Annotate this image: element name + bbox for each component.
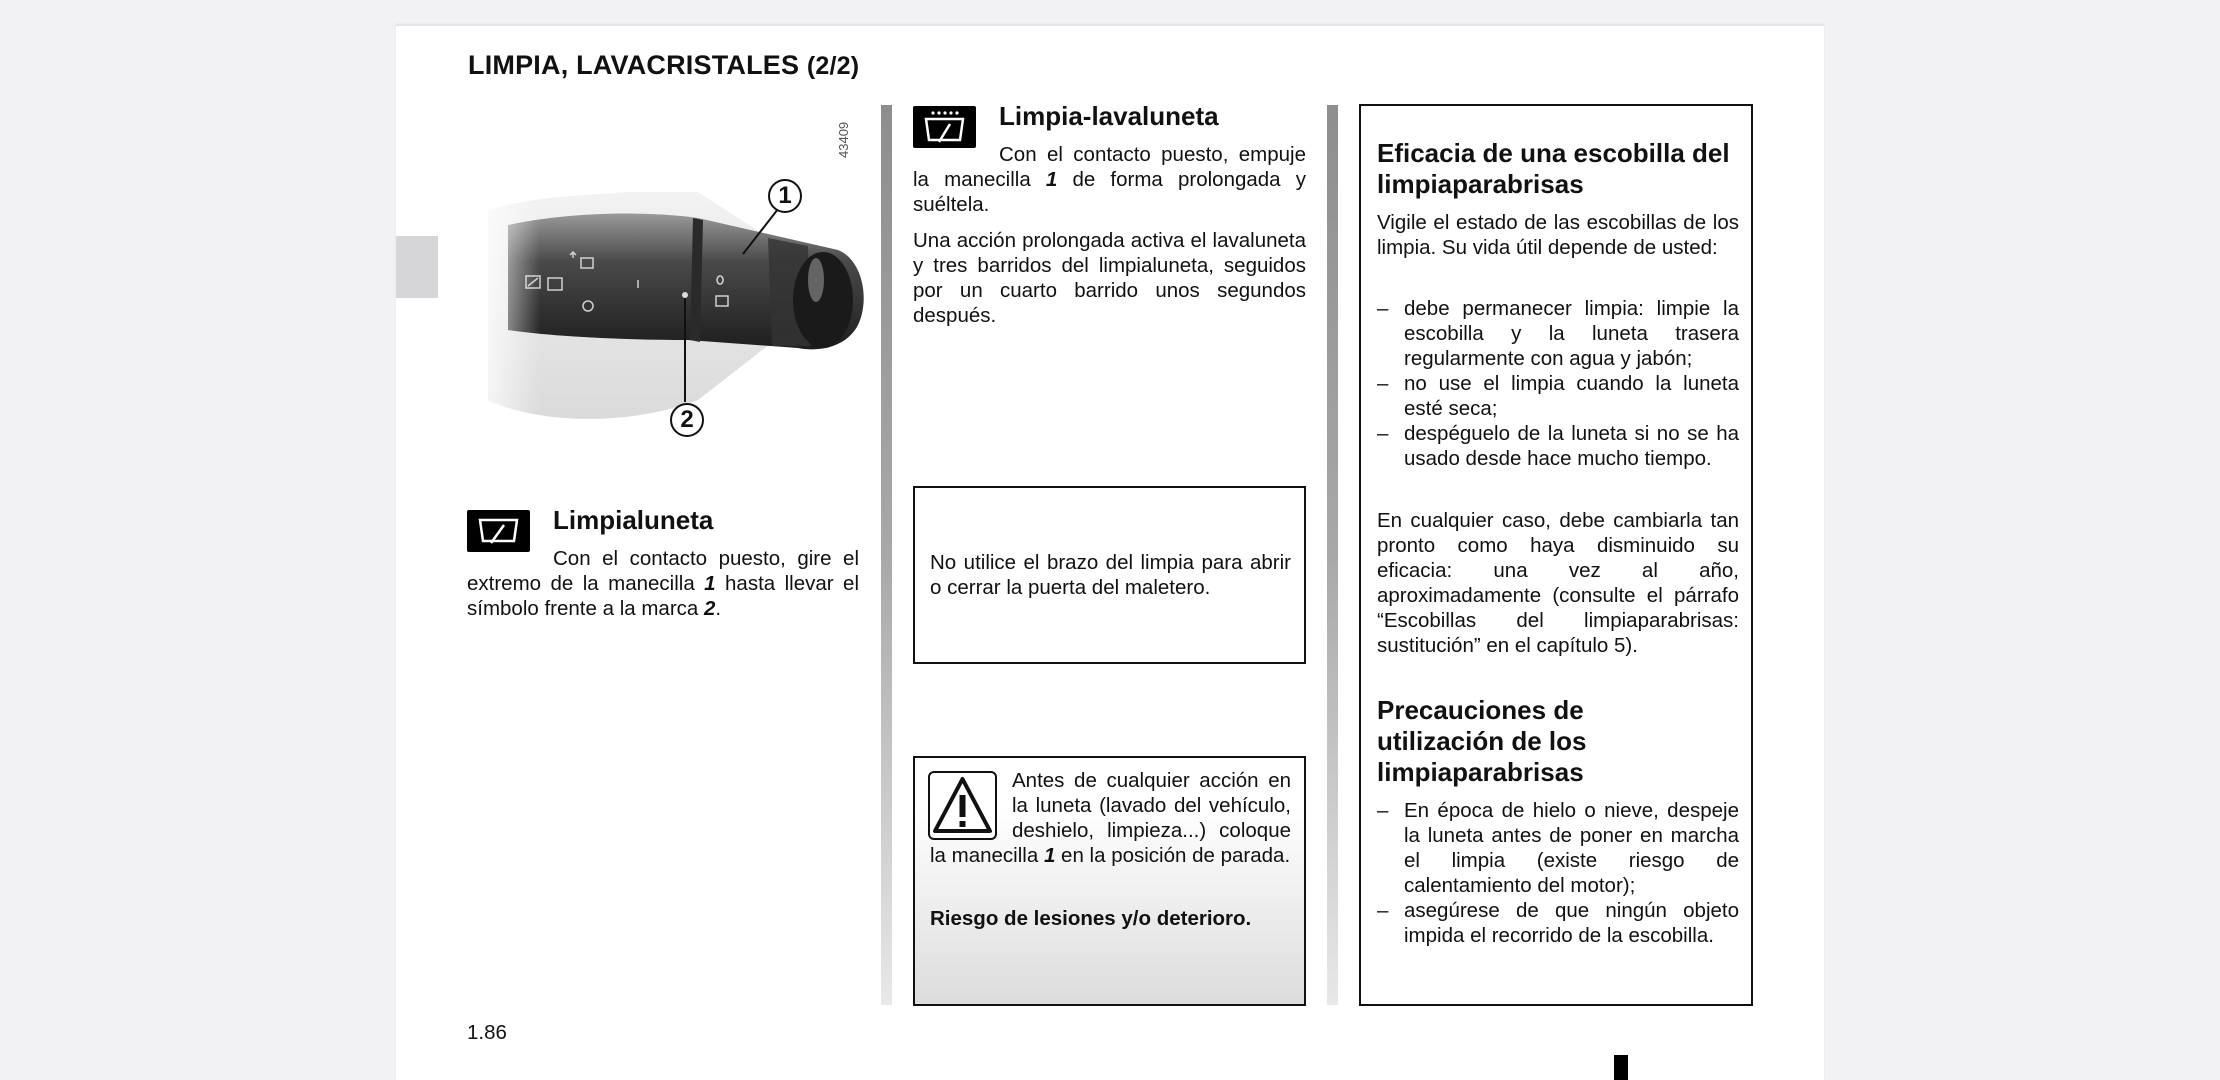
care-heading-efficacy: Eficacia de una escobilla del limpiaparabrisas [1377,138,1730,199]
note-box [913,486,1306,664]
limpialuneta-num-2: 2 [704,597,716,620]
warning-text [930,768,1291,868]
warning-num-1: 1 [1043,844,1056,867]
care-intro: Vigile el estado de las escobillas de los limpia. Su vida útil depende de usted: [1377,211,1739,259]
lavaluneta-para2: Una acción prolongada activa el lavaluneta y tres barridos del limpialuneta, seguidos por un cuarto barrido unos segundos después. [913,229,1306,327]
lavaluneta-text [913,142,1306,217]
limpialuneta-text-b: hasta llevar el símbolo frente a la marca [467,572,859,620]
stalk-drawing [468,100,868,440]
care-list-efficacy [1377,296,1739,471]
chapter-tab [396,236,438,298]
care-info-box [1359,104,1753,1006]
warning-risk: Riesgo de lesiones y/o deterioro. [930,907,1252,930]
title-main: LIMPIA, LAVACRISTALES [468,50,800,80]
callout-1: 1 [768,179,802,213]
limpialuneta-text-c: . [715,597,722,620]
lavaluneta-text-a: Con el contacto puesto, empuje la manecilla [913,143,1306,191]
limpialuneta-num-1: 1 [704,572,716,595]
warning-text-a: Antes de cualquier acción en la luneta (lavado del vehículo, deshielo, limpieza...) coloque la manecilla [930,769,1291,867]
callout-2: 2 [670,403,704,437]
edge-marker [1614,1055,1628,1080]
title-part: (2/2) [806,52,860,80]
page-number: 1.86 [467,1021,507,1044]
figure-code: 43409 [836,121,851,158]
lavaluneta-num-1: 1 [1045,168,1058,191]
page-title [468,50,859,81]
note-text: No utilice el brazo del limpia para abrir o cerrar la puerta del maletero. [930,551,1291,599]
warning-box [913,756,1306,1006]
page-top-border [396,24,1824,26]
column-divider-right [1327,105,1338,1005]
care-heading-precautions: Precauciones de utilización de los limpiaparabrisas [1377,695,1587,787]
care-list-precautions [1377,798,1739,948]
care-para-replace: En cualquier caso, debe cambiarla tan pronto como haya disminuido su eficacia: una vez al año, aproximadamente (consulte el párrafo “Escobillas del limpiaparabrisas: sustitución” en el capítulo 5). [1377,509,1739,657]
limpialuneta-text-a: Con el contacto puesto, gire el extremo de la manecilla [467,547,859,595]
lavaluneta-heading: Limpia-lavaluneta [999,101,1219,131]
precaution-item: – asegúrese de que ningún objeto impida el recorrido de la escobilla. [1377,898,1739,948]
precaution-item: – En época de hielo o nieve, despeje la luneta antes de poner en marcha el limpia (existe riesgo de calentamiento del motor); [1377,798,1739,898]
lavaluneta-text-b: de forma prolongada y suéltela. [913,168,1306,216]
care-item: – despéguelo de la luneta si no se ha usado desde hace mucho tiempo. [1377,421,1739,471]
care-item: – debe permanecer limpia: limpie la escobilla y la luneta trasera regularmente con agua y jabón; [1377,296,1739,371]
limpialuneta-heading: Limpialuneta [553,505,714,535]
care-item: – no use el limpia cuando la luneta esté seca; [1377,371,1739,421]
limpialuneta-text [467,546,859,621]
column-divider-left [881,105,892,1005]
wiper-stalk-illustration [468,100,868,440]
warning-text-b: en la posición de parada. [1055,844,1291,867]
